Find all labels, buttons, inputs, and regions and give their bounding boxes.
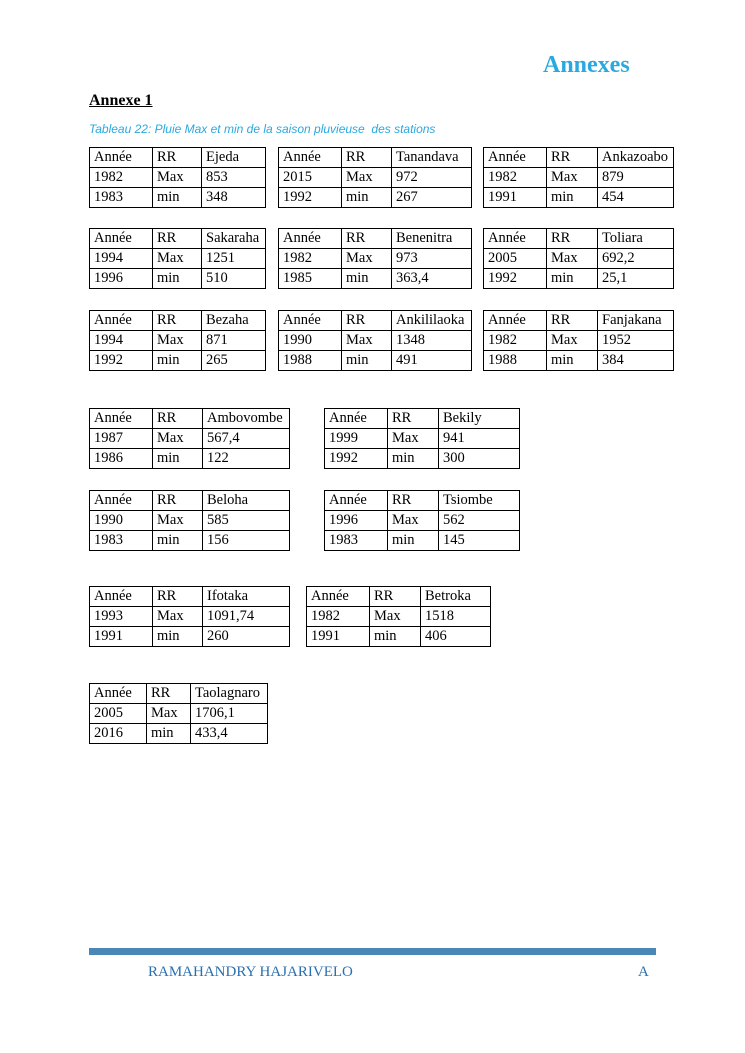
station-name: Tanandava <box>392 148 472 168</box>
year-header: Année <box>484 148 547 168</box>
max-row <box>484 168 674 188</box>
station-table-bezaha <box>89 310 266 371</box>
rr-header: RR <box>342 148 392 168</box>
max-year: 2005 <box>484 249 547 269</box>
year-header: Année <box>90 409 153 429</box>
table-header-row <box>90 311 266 331</box>
table-header-row <box>484 311 674 331</box>
max-value: 1952 <box>598 331 674 351</box>
max-value: 1251 <box>202 249 266 269</box>
min-year: 1992 <box>325 449 388 469</box>
rr-header: RR <box>342 229 392 249</box>
table-caption: Tableau 22: Pluie Max et min de la saison pluvieuse des stations <box>89 122 436 136</box>
min-value: 454 <box>598 188 674 208</box>
table-header-row <box>90 587 290 607</box>
max-row <box>90 331 266 351</box>
station-table-fanjakana <box>483 310 674 371</box>
max-label: Max <box>388 511 439 531</box>
min-label: min <box>147 724 191 744</box>
station-name: Sakaraha <box>202 229 266 249</box>
max-label: Max <box>547 331 598 351</box>
station-name: Beloha <box>203 491 290 511</box>
max-year: 1987 <box>90 429 153 449</box>
max-row <box>279 331 472 351</box>
annex-title: Annexe 1 <box>89 92 153 109</box>
min-year: 1983 <box>90 531 153 551</box>
max-value: 567,4 <box>203 429 290 449</box>
station-name: Ifotaka <box>203 587 290 607</box>
min-value: 156 <box>203 531 290 551</box>
min-year: 1992 <box>484 269 547 289</box>
max-row <box>325 511 520 531</box>
max-year: 1990 <box>279 331 342 351</box>
max-label: Max <box>153 511 203 531</box>
max-row <box>484 249 674 269</box>
max-label: Max <box>153 429 203 449</box>
max-label: Max <box>342 168 392 188</box>
year-header: Année <box>325 491 388 511</box>
max-year: 1996 <box>325 511 388 531</box>
rr-header: RR <box>153 409 203 429</box>
min-year: 1986 <box>90 449 153 469</box>
max-year: 1982 <box>484 331 547 351</box>
year-header: Année <box>90 491 153 511</box>
station-name: Ejeda <box>202 148 266 168</box>
table-header-row <box>279 311 472 331</box>
min-label: min <box>153 269 202 289</box>
min-year: 1996 <box>90 269 153 289</box>
min-value: 433,4 <box>191 724 268 744</box>
max-label: Max <box>547 249 598 269</box>
station-table-ankililaoka <box>278 310 472 371</box>
station-name: Ambovombe <box>203 409 290 429</box>
max-year: 1990 <box>90 511 153 531</box>
max-label: Max <box>342 249 392 269</box>
max-value: 1091,74 <box>203 607 290 627</box>
footer-divider <box>89 948 656 955</box>
min-row <box>279 351 472 371</box>
station-table-tsiombe <box>324 490 520 551</box>
station-name: Taolagnaro <box>191 684 268 704</box>
max-label: Max <box>370 607 421 627</box>
max-value: 879 <box>598 168 674 188</box>
min-label: min <box>342 188 392 208</box>
station-table-beloha <box>89 490 290 551</box>
station-table-ambovombe <box>89 408 290 469</box>
max-year: 1994 <box>90 249 153 269</box>
min-label: min <box>153 188 202 208</box>
max-year: 1993 <box>90 607 153 627</box>
year-header: Année <box>279 148 342 168</box>
min-row <box>307 627 491 647</box>
min-value: 260 <box>203 627 290 647</box>
min-value: 491 <box>392 351 472 371</box>
page-header-title: Annexes <box>543 52 630 78</box>
rr-header: RR <box>370 587 421 607</box>
min-label: min <box>547 351 598 371</box>
table-header-row <box>90 491 290 511</box>
max-value: 1706,1 <box>191 704 268 724</box>
min-label: min <box>153 627 203 647</box>
table-header-row <box>325 409 520 429</box>
min-label: min <box>342 269 392 289</box>
max-row <box>484 331 674 351</box>
max-label: Max <box>388 429 439 449</box>
min-row <box>90 269 266 289</box>
max-label: Max <box>147 704 191 724</box>
rr-header: RR <box>388 409 439 429</box>
max-year: 1982 <box>90 168 153 188</box>
max-value: 853 <box>202 168 266 188</box>
rr-header: RR <box>147 684 191 704</box>
table-header-row <box>325 491 520 511</box>
min-row <box>484 188 674 208</box>
min-label: min <box>153 449 203 469</box>
year-header: Année <box>90 587 153 607</box>
station-table-betroka <box>306 586 491 647</box>
station-name: Ankililaoka <box>392 311 472 331</box>
rr-header: RR <box>153 491 203 511</box>
min-year: 1991 <box>484 188 547 208</box>
max-year: 2015 <box>279 168 342 188</box>
station-table-sakaraha <box>89 228 266 289</box>
min-row <box>484 351 674 371</box>
min-year: 1983 <box>325 531 388 551</box>
max-row <box>90 429 290 449</box>
min-row <box>484 269 674 289</box>
min-row <box>90 531 290 551</box>
max-row <box>307 607 491 627</box>
max-year: 1999 <box>325 429 388 449</box>
min-label: min <box>547 269 598 289</box>
max-row <box>325 429 520 449</box>
rr-header: RR <box>153 229 202 249</box>
station-name: Ankazoabo <box>598 148 674 168</box>
min-label: min <box>547 188 598 208</box>
min-row <box>90 724 268 744</box>
station-table-ifotaka <box>89 586 290 647</box>
station-table-toliara <box>483 228 674 289</box>
min-label: min <box>388 531 439 551</box>
max-year: 1982 <box>279 249 342 269</box>
year-header: Année <box>307 587 370 607</box>
year-header: Année <box>90 684 147 704</box>
max-value: 562 <box>439 511 520 531</box>
max-value: 1518 <box>421 607 491 627</box>
min-year: 1991 <box>90 627 153 647</box>
min-year: 1985 <box>279 269 342 289</box>
min-row <box>90 449 290 469</box>
station-name: Tsiombe <box>439 491 520 511</box>
station-name: Bekily <box>439 409 520 429</box>
min-year: 1988 <box>279 351 342 371</box>
rr-header: RR <box>547 229 598 249</box>
min-value: 384 <box>598 351 674 371</box>
year-header: Année <box>90 311 153 331</box>
min-label: min <box>153 531 203 551</box>
max-value: 692,2 <box>598 249 674 269</box>
min-row <box>325 449 520 469</box>
table-header-row <box>90 409 290 429</box>
rr-header: RR <box>153 587 203 607</box>
table-header-row <box>484 148 674 168</box>
rr-header: RR <box>547 311 598 331</box>
min-value: 300 <box>439 449 520 469</box>
station-table-tanandava <box>278 147 472 208</box>
min-year: 1988 <box>484 351 547 371</box>
footer-page-number: A <box>638 964 649 980</box>
max-year: 1982 <box>484 168 547 188</box>
station-table-taolagnaro <box>89 683 268 744</box>
min-label: min <box>342 351 392 371</box>
station-table-bekily <box>324 408 520 469</box>
min-year: 1992 <box>279 188 342 208</box>
max-label: Max <box>342 331 392 351</box>
max-value: 585 <box>203 511 290 531</box>
min-value: 363,4 <box>392 269 472 289</box>
max-year: 2005 <box>90 704 147 724</box>
max-row <box>90 607 290 627</box>
max-row <box>279 249 472 269</box>
year-header: Année <box>484 311 547 331</box>
year-header: Année <box>90 148 153 168</box>
table-header-row <box>279 148 472 168</box>
min-year: 1992 <box>90 351 153 371</box>
table-header-row <box>90 684 268 704</box>
max-row <box>90 168 266 188</box>
year-header: Année <box>90 229 153 249</box>
max-label: Max <box>153 607 203 627</box>
max-value: 1348 <box>392 331 472 351</box>
min-year: 2016 <box>90 724 147 744</box>
min-year: 1983 <box>90 188 153 208</box>
max-value: 941 <box>439 429 520 449</box>
min-row <box>90 351 266 371</box>
rr-header: RR <box>342 311 392 331</box>
min-value: 265 <box>202 351 266 371</box>
max-label: Max <box>153 249 202 269</box>
min-label: min <box>153 351 202 371</box>
table-header-row <box>279 229 472 249</box>
station-name: Bezaha <box>202 311 266 331</box>
rr-header: RR <box>547 148 598 168</box>
max-label: Max <box>153 168 202 188</box>
min-row <box>90 188 266 208</box>
station-table-benenitra <box>278 228 472 289</box>
max-label: Max <box>153 331 202 351</box>
max-value: 972 <box>392 168 472 188</box>
min-row <box>325 531 520 551</box>
min-row <box>90 627 290 647</box>
table-header-row <box>307 587 491 607</box>
min-row <box>279 188 472 208</box>
min-label: min <box>388 449 439 469</box>
table-header-row <box>90 229 266 249</box>
rr-header: RR <box>153 148 202 168</box>
max-row <box>90 511 290 531</box>
min-value: 25,1 <box>598 269 674 289</box>
max-row <box>279 168 472 188</box>
year-header: Année <box>325 409 388 429</box>
max-row <box>90 704 268 724</box>
station-table-ejeda <box>89 147 266 208</box>
footer-author: RAMAHANDRY HAJARIVELO <box>148 964 353 980</box>
table-header-row <box>484 229 674 249</box>
year-header: Année <box>484 229 547 249</box>
rr-header: RR <box>153 311 202 331</box>
min-value: 510 <box>202 269 266 289</box>
station-name: Fanjakana <box>598 311 674 331</box>
max-year: 1982 <box>307 607 370 627</box>
station-table-ankazoabo <box>483 147 674 208</box>
year-header: Année <box>279 229 342 249</box>
min-row <box>279 269 472 289</box>
max-value: 871 <box>202 331 266 351</box>
station-name: Betroka <box>421 587 491 607</box>
rr-header: RR <box>388 491 439 511</box>
min-value: 267 <box>392 188 472 208</box>
min-value: 348 <box>202 188 266 208</box>
max-year: 1994 <box>90 331 153 351</box>
max-value: 973 <box>392 249 472 269</box>
min-label: min <box>370 627 421 647</box>
max-row <box>90 249 266 269</box>
station-name: Toliara <box>598 229 674 249</box>
min-value: 406 <box>421 627 491 647</box>
min-year: 1991 <box>307 627 370 647</box>
station-name: Benenitra <box>392 229 472 249</box>
table-header-row <box>90 148 266 168</box>
min-value: 145 <box>439 531 520 551</box>
year-header: Année <box>279 311 342 331</box>
max-label: Max <box>547 168 598 188</box>
min-value: 122 <box>203 449 290 469</box>
